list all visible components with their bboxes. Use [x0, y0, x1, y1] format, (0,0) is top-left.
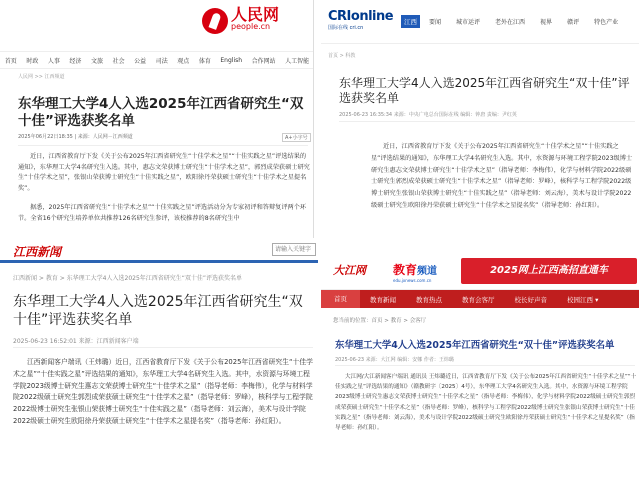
article-body: 近日，江西省教育厅下发《关于公布2025年江西省研究生“十佳学术之星”“十佳实践之星”评选结果的通知》，东华理工大学4名研究生入选。其中，惠志文荣获博士研究生“十佳学术之星”，郭烈成荣获硕士研究生“十佳学术之星”，张银山荣获博士研究生“十佳实践之星”，欧阳徐丹荣获硕士研究生“十佳学术之星提名奖”。 [18, 153, 310, 192]
logo-domain: people.cn [231, 22, 271, 31]
article-title: 东华理工大学4人入选2025年江西省研究生“双十佳”评选获奖名单 [339, 76, 630, 105]
search-input[interactable] [272, 243, 316, 256]
nav-item[interactable]: 校长好声音 [514, 295, 547, 304]
people-logo-icon [202, 8, 228, 34]
article-meta: 2025-06-23 16:35:34 来源：中央广电总台国际在线 编辑：钟唐 责编：尹红英 [339, 112, 517, 118]
gaokao-banner[interactable]: 2025网上江西高招直通车 [461, 258, 637, 284]
nav-item[interactable]: 首页 [4, 57, 17, 65]
breadcrumb[interactable]: 您当前的位置：首页 > 教育 > 会客厅 [333, 318, 427, 324]
nav-item[interactable]: 特色产业 [594, 19, 619, 26]
cri-online-panel [321, 0, 639, 238]
edu-logo-suffix: 频道 [417, 266, 438, 277]
nav-item[interactable]: 观点 [177, 57, 190, 65]
article-meta: 2025-06-23 来源：大江网 编辑：安娜 作者：王炜璐 [335, 357, 454, 363]
nav-item[interactable]: 体育 [198, 57, 211, 65]
article-meta: 2025年06月22日18:35 | 来源：人民网－江西频道 [18, 134, 133, 140]
divider [335, 365, 635, 366]
nav-item[interactable]: 要闻 [429, 19, 442, 26]
nav-item[interactable]: 校园江西 ▾ [567, 295, 599, 304]
article-body: 江西新闻客户端讯（王炜璐）近日，江西省教育厅下发《关于公布2025年江西省研究生“十佳学术之星”“十佳实践之星”评选结果的通知》，东华理工大学4名研究生入选。其中，水资源与环境工程学院2023级博士研究生惠志文荣获博士研究生“十佳学术之星”（指导老师：李梅伟），化学与材料学院2022级硕士研究生郭烈成荣获硕士研究生“十佳学术之星”（指导老师：罗峰），核科学与工程学院2022级博士研究生张银山荣获博士研究生“十佳实践之星”（指导老师：刘云海），美术与设计学院2022级硕士研究生欧阳徐丹荣获硕士研究生“十佳学术之星提名奖”（指导老师：孙红阳）。 [13, 358, 313, 425]
nav-item[interactable]: 城市运评 [456, 19, 481, 26]
nav-item[interactable]: 赣评 [567, 19, 580, 26]
nav-item[interactable]: English [220, 56, 243, 64]
breadcrumb[interactable]: 人民网 >> 江西频道 [18, 74, 65, 80]
divider [13, 347, 313, 348]
article-title: 东华理工大学4人入选2025年江西省研究生“双十佳”评选获奖名单 [335, 340, 615, 351]
font-size-toggle[interactable]: A+小字号 [282, 133, 311, 142]
jiangxi-news-panel [0, 240, 318, 478]
channel-tag[interactable]: 江西 [401, 15, 420, 28]
edu-logo-url: edu.jxnews.com.cn [393, 278, 432, 283]
article-meta: 2025-06-23 16:52:01 来源：江西新闻客户端 [13, 338, 139, 345]
edu-channel-logo[interactable] [393, 261, 437, 283]
dajiang-logo[interactable]: 大江网 [333, 264, 366, 277]
header-bar [0, 260, 318, 263]
logo-text: 人民网 [231, 5, 280, 24]
divider [339, 121, 635, 122]
breadcrumb[interactable]: 江西新闻 > 教育 > 东华理工大学4人入选2025年江西省研究生“双十佳”评选获奖名单 [13, 275, 242, 282]
nav-item[interactable]: 合作网站 [251, 57, 276, 65]
nav-item[interactable]: 视界 [540, 19, 553, 26]
jiangxi-news-logo[interactable]: 江西新闻 [13, 245, 62, 259]
cri-logo[interactable] [328, 9, 393, 31]
main-nav [0, 51, 314, 69]
nav-item[interactable]: 人事 [47, 57, 60, 65]
people-cn-logo[interactable] [202, 5, 280, 34]
nav-item[interactable]: 教育新闻 [370, 295, 396, 304]
nav-item[interactable]: 人工智能 [285, 57, 310, 65]
article-body: 大江网/大江新闻客户端讯 通讯员 王炜璐近日，江西省教育厅下发《关于公布2025年江西省研究生“十佳学术之星”“十佳实践之星”评选结果的通知》（赣教研字〔2025〕4号），东华理工大学4名研究生入选。其中，水资源与环境工程学院2023级博士研究生惠志文荣获博士研究生“十佳学术之星”（指导老师：李梅伟），化学与材料学院2022级硕士研究生郭烈成荣获硕士研究生“十佳学术之星”（指导老师：罗峰），核科学与工程学院2022级博士研究生张银山荣获博士研究生“十佳实践之星”（指导老师：刘云海），美术与设计学院2022级硕士研究生欧阳徐丹荣获硕士研究生“十佳学术之星提名奖”（指导老师：孙红阳）。 [335, 374, 637, 432]
edu-logo-text: 教育 [393, 263, 418, 277]
article-body: 据悉，2025年江西省研究生“十佳学术之星”“十佳实践之星”评选活动分为专家初评和答辩复评两个环节。全省16个研究生培养单位共推荐126名研究生参评，该校推荐的8名研究生中 [18, 204, 307, 222]
main-nav [429, 17, 633, 26]
breadcrumb[interactable]: 首页 > 科教 [328, 53, 356, 59]
article-body: 近日，江西省教育厅下发《关于公布2025年江西省研究生“十佳学术之星”“十佳实践之星”评选结果的通知》，东华理工大学4名研究生入选。其中，水资源与环境工程学院2023级博士研究生惠志文荣获博士研究生“十佳学术之星”（指导老师：李梅伟），化学与材料学院2022级硕士研究生郭烈成荣获硕士研究生“十佳学术之星”（指导老师：罗峰），核科学与工程学院2022级博士研究生张银山荣获博士研究生“十佳实践之星”（指导老师：刘云海），美术与设计学院2022级硕士研究生欧阳徐丹荣获硕士研究生“十佳学术之星提名奖”（指导老师：孙红阳）。 [371, 143, 633, 209]
nav-item[interactable]: 老外在江西 [495, 19, 526, 26]
jxnews-edu-panel [321, 252, 639, 478]
logo-text: CRIonline [328, 9, 394, 24]
logo-subtitle: 国际在线 cri.cn [328, 25, 364, 31]
nav-item[interactable]: 文旅 [91, 57, 104, 65]
nav-item[interactable]: 公益 [134, 57, 147, 65]
nav-item[interactable]: 社会 [112, 57, 125, 65]
header [321, 252, 639, 290]
nav-item[interactable]: 经济 [69, 57, 82, 65]
main-nav [321, 290, 639, 308]
nav-item[interactable]: 司法 [155, 57, 168, 65]
article-title: 东华理工大学4人入选2025年江西省研究生“双十佳”评选获奖名单 [13, 294, 303, 328]
nav-item[interactable]: 教育热点 [416, 295, 442, 304]
header [321, 0, 639, 44]
divider [18, 145, 308, 146]
article-title: 东华理工大学4人入选2025年江西省研究生“双十佳”评选获奖名单 [18, 96, 304, 129]
people-cn-panel [0, 0, 314, 238]
nav-item[interactable]: 时政 [26, 57, 39, 65]
nav-item-home[interactable]: 首页 [321, 290, 360, 308]
nav-item[interactable]: 教育会客厅 [462, 295, 495, 304]
